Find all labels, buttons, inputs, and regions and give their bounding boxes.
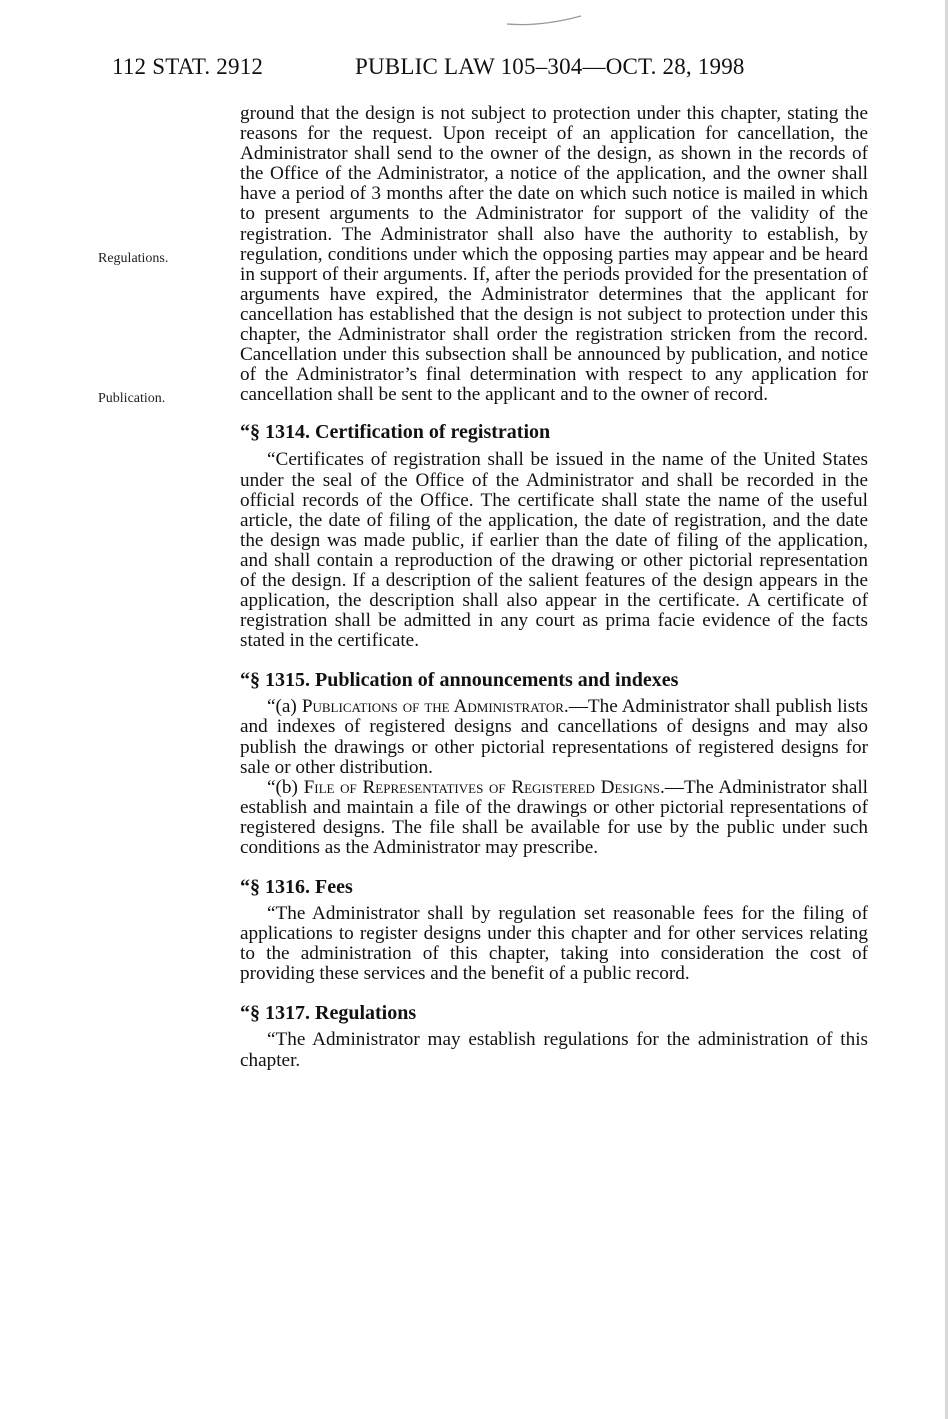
section-heading-1317: “§ 1317. Regulations (240, 1002, 417, 1025)
section-heading-1315: “§ 1315. Publication of announcements and indexes (240, 669, 679, 692)
section-heading-1316: “§ 1316. Fees (240, 876, 353, 899)
subsection-1315-b (240, 778, 868, 858)
page-running-title: PUBLIC LAW 105–304—OCT. 28, 1998 (355, 54, 745, 79)
subsection-a-text: —The Administrator shall publish lists and indexes of registered designs and cancellations of designs and may also publish the drawings or other pictorial representations of registered designs for sale or other distribution. (240, 696, 868, 778)
subsection-b-text: —The Administrator shall establish and maintain a file of the drawings or other pictorial representations of registered designs. The file shall be available for use by the public under such conditions as the Administrator may prescribe. (240, 776, 868, 858)
subsection-a-title: Publications of the Administrator. (301, 696, 569, 718)
margin-note-publication: Publication. (98, 391, 166, 406)
body-column (240, 104, 868, 1071)
section-text-1317: “The Administrator may establish regulations for the administration of this chapter. (240, 1029, 868, 1071)
section-text-1314: “Certificates of registration shall be issued in the name of the United States under the seal of the Office of the Administrator and shall be recorded in the official records of the Office. The certificate shall state the name of the useful article, the date of filing of the application, the date of registration, and the date the design was made public, if earlier than the date of filing of the application, and shall contain a reproduction of the drawing or other pictorial representation of the design. If a description of the salient features of the design appears in the application, the description shall also appear in the certificate. A certificate of registration shall be admitted in any court as prima facie evidence of the facts stated in the certificate. (240, 449, 868, 652)
subsection-b-title: File of Representatives of Registered Designs. (303, 776, 665, 798)
subsection-1315-a (240, 697, 868, 777)
section-heading-1314: “§ 1314. Certification of registration (240, 421, 551, 444)
page-citation: 112 STAT. 2912 (112, 54, 264, 79)
subsection-b-prefix: “(b) (267, 776, 304, 798)
scan-mark-icon (505, 14, 585, 28)
margin-note-regulations: Regulations. (98, 251, 169, 266)
continued-paragraph: ground that the design is not subject to protection under this chapter, stating the reasons for the request. Upon receipt of an application for cancellation, the Administrator shall send to the owner of the design, as shown in the records of the Office of the Administrator, a notice of the application, and the owner shall have a period of 3 months after the date on which such notice is mailed in which to present arguments to the Administrator for support of the validity of the registration. The Administrator shall also have the authority to establish, by regulation, conditions under which the opposing parties may appear and be heard in support of their arguments. If, after the periods provided for the presentation of arguments have expired, the Administrator determines that the applicant for cancellation has established that the design is not subject to protection under this chapter, the Administrator shall order the registration stricken from the record. Cancellation under this subsection shall be announced by publication, and notice of the Administrator’s final determination with respect to any application for cancellation shall be sent to the applicant and to the owner of record. (240, 103, 868, 406)
subsection-a-prefix: “(a) (267, 696, 302, 718)
section-text-1316: “The Administrator shall by regulation set reasonable fees for the filing of applications to register designs under this chapter and for other services relating to the administration of this chapter, taking into consideration the cost of providing these services and the benefit of a public record. (240, 903, 868, 985)
